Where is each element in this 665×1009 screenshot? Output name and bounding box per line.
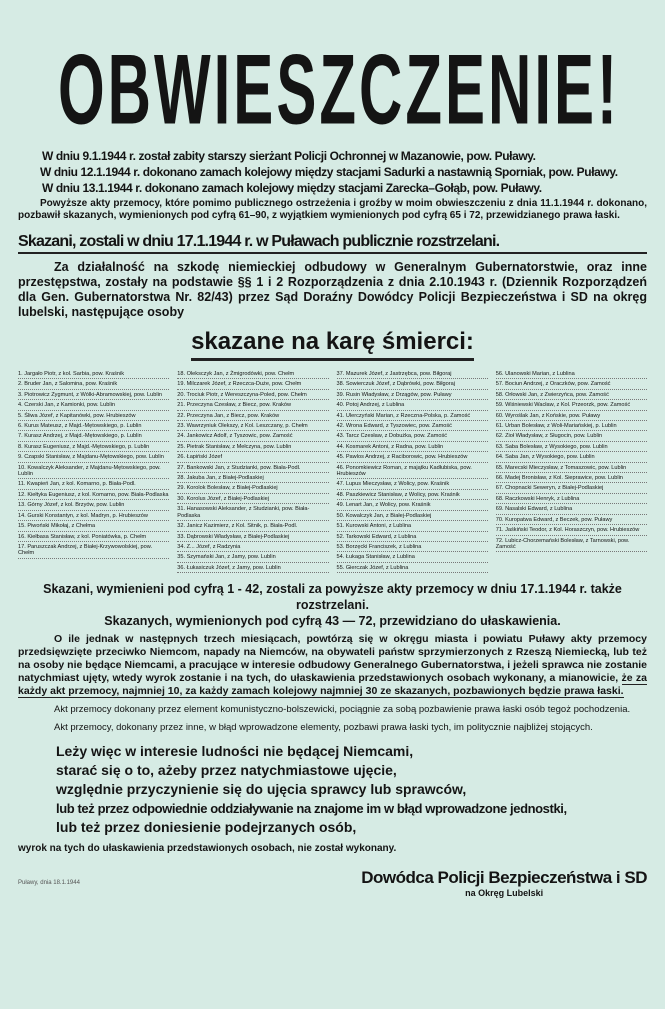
convict-entry: 57. Bociun Andrzej, z Oraczków, pow. Zamość (496, 381, 647, 389)
place-date: Puławy, dnia 18.1.1944 (18, 880, 80, 887)
convict-entry: 38. Sowierczuk Józef, z Dąbrówki, pow. Biłgoraj (337, 381, 488, 389)
convict-entry: 51. Kurowski Antoni, z Lublina (337, 523, 488, 531)
footer (18, 868, 647, 898)
convict-entry: 52. Tarkowski Edward, z Lublina (337, 534, 488, 542)
convict-entry: 72. Lubicz-Chorzemański Bolesław, z Tarnowski, pow. Zamość (496, 538, 647, 553)
convict-entry: 39. Rusin Władysław, z Drzągów, pow. Puławy (337, 392, 488, 400)
signature-block (361, 868, 647, 898)
event-1: W dniu 9.1.1944 r. został zabity starszy sierżant Policji Ochronnej w Mazanowie, pow. Puławy. (42, 149, 536, 163)
event-2: W dniu 12.1.1944 r. dokonano zamach kolejowy między stacjami Sadurki a nastawnią Sporniak, pow. Puławy. (40, 165, 618, 179)
convict-entry: 60. Wyroślak Jan, z Końskie, pow. Puławy (496, 413, 647, 421)
convict-entry: 36. Łukasiczuk Józef, z Jamy, pow. Lublin (177, 565, 328, 573)
convict-entry: 7. Kurasz Andrzej, z Majd.-Mętowskiego, p. Lublin (18, 433, 169, 441)
convict-entry: 12. Kiełtyka Eugeniusz, z kol. Komarno, pow. Biała-Podlaska (18, 492, 169, 500)
convict-entry: 2. Bruder Jan, z Salomina, pow. Kraśnik (18, 381, 169, 389)
warning-paragraph (18, 633, 647, 698)
convict-entry: 25. Pietrak Stanisław, z Mełczyna, pow. Lublin (177, 444, 328, 452)
sentence-heading: skazane na karę śmierci: (191, 328, 474, 361)
convict-entry: 65. Marecski Mieczysław, z Tomaszowic, pow. Lublin (496, 465, 647, 473)
warning-underlined: że za każdy akt przemocy, najmniej 10, za każdy zamach kolejowy najmniej 30 ze skazanych, pozbawionych będzie prawa łaski. (18, 672, 647, 698)
convict-entry: 58. Orłowski Jan, z Zwierzyńca, pow. Zamość (496, 392, 647, 400)
appeal-line: względnie przyczynienie się do ujęcia sprawcy lub sprawców, (56, 781, 467, 798)
convict-entry: 16. Kiełbasa Stanisław, z kol. Poniatówka, p. Chełm (18, 534, 169, 542)
poster-title: OBWIESZCZENIE! (58, 34, 620, 145)
convict-entry: 26. Łapiński Józef (177, 454, 328, 462)
convict-entry: 55. Gierczak Józef, z Lublina (337, 565, 488, 573)
convict-entry: 63. Saba Bolesław, z Wysokiego, pow. Lublin (496, 444, 647, 452)
executed-summary (18, 581, 647, 629)
convict-entry: 17. Paruszczak Andrzej, z Białej-Krzywowolskiej, pow. Chełm (18, 544, 169, 559)
executed-line-1: Skazani, wymienieni pod cyfrą 1 - 42, zostali za powyższe akty przemocy w dniu 17.1.1944 r. także rozstrzelani. (43, 582, 622, 613)
convict-entry: 48. Paszkiewicz Stanisław, z Wolicy, pow. Kraśnik (337, 492, 488, 500)
convict-entry: 61. Urban Bolesław, z Woli-Mariańskiej, p. Lublin (496, 423, 647, 431)
convict-column-4 (496, 371, 647, 573)
convict-entry: 8. Kurasz Eugeniusz, z Majd.-Mętowskiego, p. Lublin (18, 444, 169, 452)
convict-entry: 13. Górny Józef, z kol. Brzyów, pow. Lublin (18, 502, 169, 510)
convict-entry: 19. Milczarek Józef, z Rzeczca-Duże, pow. Chełm (177, 381, 328, 389)
convict-entry: 9. Czapski Stanisław, z Majdanu-Mętowskiego, pow. Lublin (18, 454, 169, 462)
convict-entry: 45. Pawlos Andrzej, z Raciborowic, pow. Hrubieszów (337, 454, 488, 462)
convict-list (18, 371, 647, 573)
warning-text: O ile jednak w następnych trzech miesiącach, powtórzą się w okręgu miasta i powiatu Puławy akty przemocy przedsięwzięte przeciwko Niemcom, napady na Niemców, na obywateli państw sprzymierzonych z Rzeszą Niemiecką, lub też na osoby nie będące Niemcami, a pracujące w interesie odbudowy Generalnego Gubernatorstwa, i jeżeli sprawca nie zostanie natychmiast ujęty, wtedy wyrok zostanie i na tych, do ułaskawienia przedstawionych osobach wykonany, a mianowicie, (18, 633, 647, 685)
acts-paragraph: Powyższe akty przemocy, które pomimo publicznego ostrzeżenia i groźby w moim obwieszczeniu z dnia 11.1.1944 r. dokonano, pozbawił skazanych, wymienionych pod cyfrą 61–90, z wyjątkiem wymienionych pod cyfrą 65 i 72, przewidzianego prawa łaski. (18, 198, 647, 221)
convict-entry: 34. Z... Józef, z Radzynia (177, 544, 328, 552)
convict-entry: 6. Kurus Mateusz, z Majd.-Mętowskiego, p. Lublin (18, 423, 169, 431)
convict-column-1 (18, 371, 169, 573)
convict-entry: 68. Raczkowski Henryk, z Lublina (496, 496, 647, 504)
convict-entry: 53. Borzęcki Franciszek, z Lublina (337, 544, 488, 552)
convict-entry: 23. Wawrzyniuk Olekszy, z Kol. Leszczany, p. Chełm (177, 423, 328, 431)
signature: Dowódca Policji Bezpieczeństwa i SD (361, 868, 647, 888)
convict-entry: 18. Oleksczyk Jan, z Żmigrodówki, pow. Chełm (177, 371, 328, 379)
other-note: Akt przemocy, dokonany przez inne, w błąd wprowadzone elementy, pozbawi prawa łaski tych, im politycznie najbliżej stojących. (54, 722, 593, 734)
convict-entry: 47. Lupus Mieczysław, z Wolicy, pow. Kraśnik (337, 481, 488, 489)
convict-entry: 27. Bankowski Jan, z Studzianki, pow. Biała-Podl. (177, 465, 328, 473)
convict-entry: 5. Śliwa Józef, z Kapitanówki, pow. Hrubieszów (18, 413, 169, 421)
convict-entry: 44. Kosmarek Antoni, z Radna, pow. Lublin (337, 444, 488, 452)
event-3: W dniu 13.1.1944 r. dokonano zamach kolejowy między stacjami Zarecka–Gołąb, pow. Puławy. (42, 181, 542, 195)
convict-entry: 70. Kuropatwa Edward, z Beczek, pow. Puławy (496, 517, 647, 525)
intro-paragraph: Za działalność na szkodę niemieckiej odbudowy w Generalnym Gubernatorstwie, oraz inne przestępstwa, zostały na podstawie §§ 1 i 2 Rozporządzenia z dnia 2.10.1943 r. (Dziennik Rozporządzeń dla Gen. Gubernatorstwa Nr. 82/43) przez Sąd Doraźny Dowódcy Policji Bezpieczeństwa i SD na okręg lubelski, następujące osoby (18, 260, 647, 319)
convict-entry: 32. Janicz Kazimierz, z Kol. Sitnik, p. Biała-Podl. (177, 523, 328, 531)
communist-note: Akt przemocy dokonany przez element komunistyczno-bolszewicki, pociągnie za sobą pozbawienie prawa łaski osób tegoż pochodzenia. (54, 704, 631, 716)
convict-entry: 1. Jargało Piotr, z kol. Sarbia, pow. Kraśnik (18, 371, 169, 379)
convict-entry: 28. Jakuba Jan, z Białej-Podlaskiej (177, 475, 328, 483)
convict-entry: 67. Chopnacki Seweryn, z Białej-Podlaskiej (496, 485, 647, 493)
convict-entry: 54. Łukaga Stanisław, z Lublina (337, 554, 488, 562)
convict-entry: 42. Wrona Edward, z Tyszowiec, pow. Zamość (337, 423, 488, 431)
convict-entry: 56. Ulanowski Marian, z Lublina (496, 371, 647, 379)
convict-entry: 66. Madej Bronisław, z Kol. Sieprawice, pow. Lublin (496, 475, 647, 483)
convict-entry: 20. Trociuk Piotr, z Wereszczyna-Poled, pow. Chełm (177, 392, 328, 400)
convict-entry: 62. Zioł Władysław, z Sługocin, pow. Lublin (496, 433, 647, 441)
convict-column-2 (177, 371, 328, 573)
convict-entry: 46. Ponomkiewicz Roman, z majątku Kadłubiska, pow. Hrubieszów (337, 465, 488, 480)
convict-entry: 64. Saba Jan, z Wysokiego, pow. Lublin (496, 454, 647, 462)
convict-entry: 50. Kowalczyk Jan, z Białej-Podlaskiej (337, 513, 488, 521)
convict-entry: 43. Tarcz Czesław, z Dobużka, pow. Zamość (337, 433, 488, 441)
convict-column-3 (337, 371, 488, 573)
convict-entry: 11. Kwapień Jan, z kol. Komarno, p. Biała-Podl. (18, 481, 169, 489)
convict-entry: 14. Gurski Konstantyn, z kol. Madryn, p. Hrubieszów (18, 513, 169, 521)
convict-entry: 49. Lenart Jan, z Wolicy, pow. Kraśnik (337, 502, 488, 510)
executed-line-2: Skazanych, wymienionych pod cyfrą 43 — 72, przewidziano do ułaskawienia. (104, 614, 561, 629)
closing-line: wyrok na tych do ułaskawienia przedstawionych osobach, nie został wykonany. (18, 843, 397, 855)
appeal (56, 742, 641, 837)
appeal-line: lub też przez doniesienie podejrzanych osób, (56, 819, 357, 836)
signature-subtitle: na Okręg Lubelski (465, 888, 544, 899)
convict-entry: 35. Szymański Jan, z Jamy, pow. Lublin (177, 554, 328, 562)
convict-entry: 37. Mazurek Józef, z Jastrzębca, pow. Biłgoraj (337, 371, 488, 379)
convict-entry: 3. Piotrowicz Zygmunt, z Wólki-Abramowskiej, pow. Lublin (18, 392, 169, 400)
convict-entry: 29. Korolok Bolesław, z Białej-Podlaskiej (177, 485, 328, 493)
convict-entry: 4. Czerski Jan, z Kamionki, pow. Lublin (18, 402, 169, 410)
convict-entry: 22. Przeczyna Jan, z Biecz, pow. Kraków (177, 413, 328, 421)
appeal-line: starać się o to, ażeby przez natychmiastowe ujęcie, (56, 762, 397, 779)
convict-entry: 59. Wiśniewski Wacław, z Kol. Przeorzk, pow. Zamość (496, 402, 647, 410)
appeal-line: lub też przez odpowiednie oddziaływanie na znajome im w błąd wprowadzone jednostki, (56, 801, 567, 817)
convict-entry: 10. Kowalczyk Aleksander, z Majdanu-Mętowskiego, pow. Lublin (18, 465, 169, 480)
convict-entry: 40. Potoj Andrzej, z Lublina (337, 402, 488, 410)
convict-entry: 71. Jaśkiński Teodor, z Kol. Horaszczyn, pow. Hrubieszów (496, 527, 647, 535)
appeal-line: Leży więc w interesie ludności nie będącej Niemcami, (56, 743, 414, 760)
convict-entry: 31. Hanasowski Aleksander, z Studzianki, pow. Biała-Podlaska (177, 506, 328, 521)
executed-heading: Skazani, zostali w dniu 17.1.1944 r. w Puławach publicznie rozstrzelani. (18, 232, 647, 254)
convict-entry: 21. Przeczyna Czesław, z Biecz, pow. Kraków (177, 402, 328, 410)
convict-entry: 33. Dąbrowski Władysław, z Białej-Podlaskiej (177, 534, 328, 542)
convict-entry: 41. Ulerczyński Marian, z Rzeczna-Polska, p. Zamość (337, 413, 488, 421)
convict-entry: 30. Korolus Józef, z Białej-Podlaskiej (177, 496, 328, 504)
convict-entry: 24. Jankowicz Adolf, z Tyszowic, pow. Zamość (177, 433, 328, 441)
convict-entry: 69. Nasalski Edward, z Lublina (496, 506, 647, 514)
convict-entry: 15. Piwoński Mikołaj, z Chełma (18, 523, 169, 531)
